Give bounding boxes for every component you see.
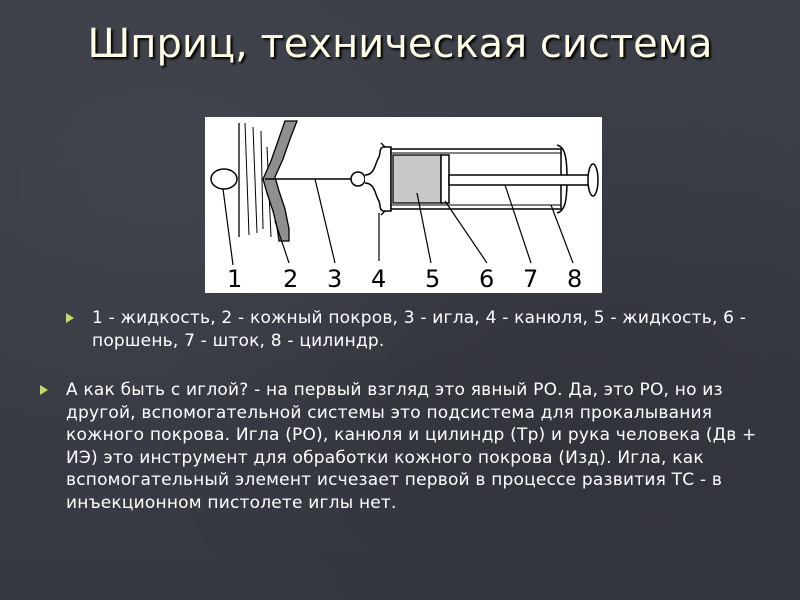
bullet-arrow-icon [66, 313, 74, 323]
body-bullet [40, 379, 780, 514]
legend-text: 1 - жидкость, 2 - кожный покров, 3 - игла, 4 - канюля, 5 - жидкость, 6 - поршень, 7 - шток, 8 - цилиндр. [92, 308, 747, 351]
piston [441, 155, 449, 203]
bullet-arrow-icon [40, 385, 48, 395]
part-label-7: 7 [523, 265, 539, 293]
skin-layer [263, 121, 297, 241]
part-label-2: 2 [283, 265, 299, 293]
legend-bullet [66, 307, 786, 353]
part-label-1: 1 [227, 265, 243, 293]
slide-title: Шприц, техническая система [87, 21, 713, 67]
liquid-droplet [211, 169, 237, 189]
part-label-8: 8 [567, 265, 583, 293]
needle-hub [351, 172, 365, 186]
cannula [365, 147, 391, 211]
plunger-rod [449, 175, 589, 185]
part-label-5: 5 [425, 265, 441, 293]
part-label-4: 4 [371, 265, 387, 293]
body-text: А как быть с иглой? - на первый взгляд это явный РО. Да, это РО, но из другой, вспомогательной системы это подсистема для прокалывания кожного покрова. Игла (РО), канюля и цилиндр (Тр) и рука человека (Дв + ИЭ) это инструмент для обработки кожного покрова (Изд). Игла, как вспомогательный элемент исчезает первой в процессе развития ТС - в инъекционном пистолете иглы нет. [66, 380, 757, 513]
part-label-6: 6 [479, 265, 495, 293]
syringe-diagram [205, 117, 602, 293]
plunger-thumb-rest [588, 164, 598, 196]
part-label-3: 3 [327, 265, 343, 293]
